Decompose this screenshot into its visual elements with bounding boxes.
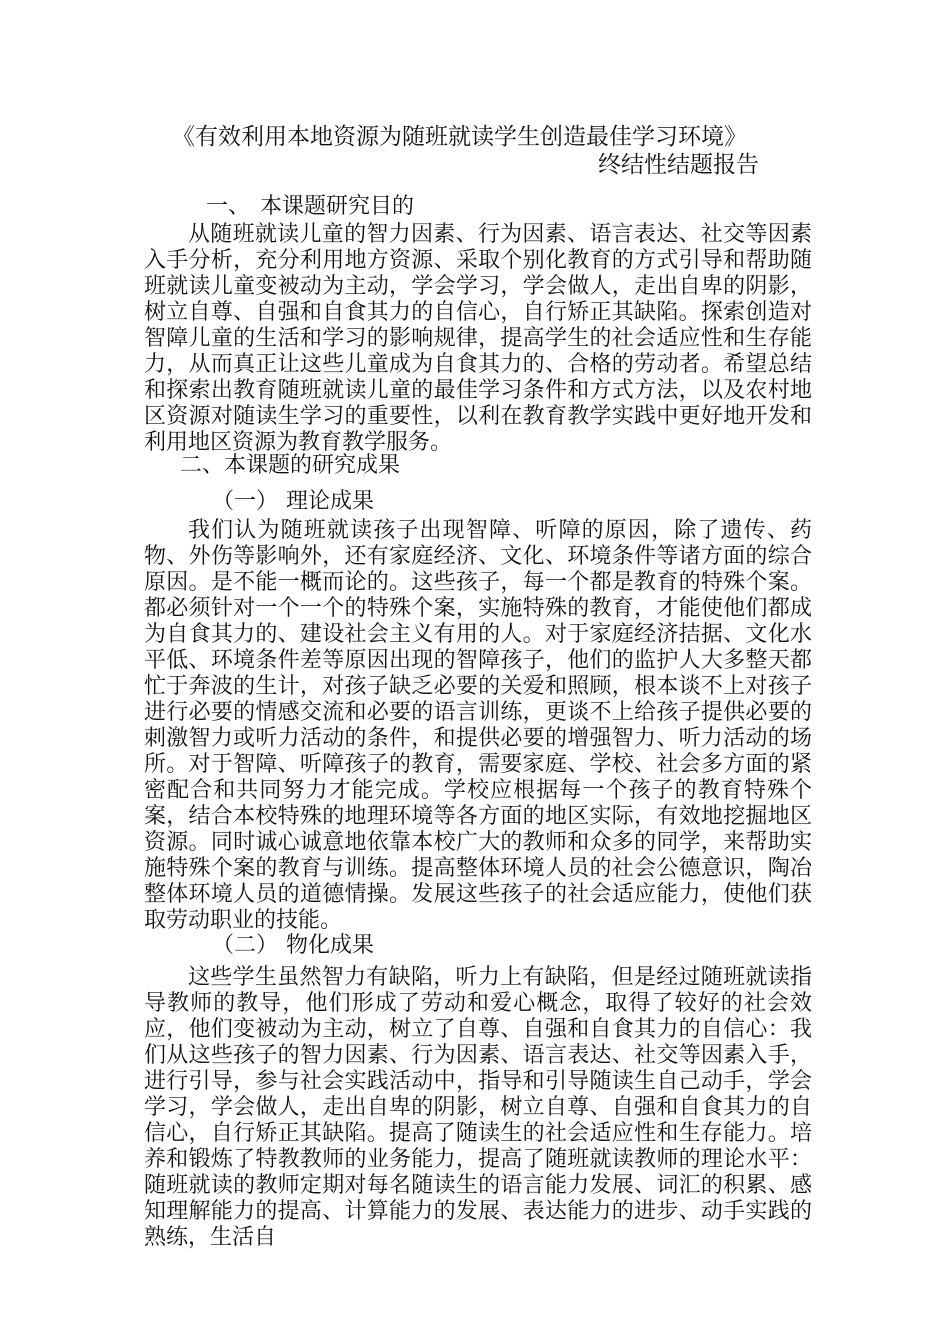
section-2-heading: 二、本课题的研究成果 bbox=[180, 453, 401, 478]
subsection-2-number: （二） bbox=[212, 933, 279, 958]
subsection-2-title: 物化成果 bbox=[286, 933, 375, 958]
subsection-1-number: （一） bbox=[212, 489, 279, 514]
subsection-1-heading bbox=[212, 487, 374, 517]
subsection-2-heading bbox=[212, 931, 374, 961]
section-1-number: 一、 bbox=[206, 194, 251, 219]
subsection-1-paragraph: 我们认为随班就读孩子出现智障、听障的原因，除了遗传、药物、外伤等影响外，还有家庭经济、文化、环境条件等诸方面的综合原因。是不能一概而论的。这些孩子，每一个都是教育的特殊个案。都必须针对一个一个的特殊个案，实施特殊的教育，才能使他们都成为自食其力的、建设社会主义有用的人。对于家庭经济拮据、文化水平低、环境条件差等原因出现的智障孩子，他们的监护人大多整天都忙于奔波的生计，对孩子缺乏必要的关爱和照顾，根本谈不上对孩子进行必要的情感交流和必要的语言训练，更谈不上给孩子提供必要的刺激智力或听力活动的条件，和提供必要的增强智力、听力活动的场所。对于智障、听障孩子的教育，需要家庭、学校、社会多方面的紧密配合和共同努力才能完成。学校应根据每一个孩子的教育特殊个案，结合本校特殊的地理环境等各方面的地区实际，有效地挖掘地区资源。同时诚心诚意地依靠本校广大的教师和众多的同学，来帮助实施特殊个案的教育与训练。提高整体环境人员的社会公德意识，陶冶整体环境人员的道德情操。发展这些孩子的社会适应能力，使他们获取劳动职业的技能。 bbox=[144, 518, 812, 933]
subsection-2-paragraph: 这些学生虽然智力有缺陷，听力上有缺陷，但是经过随班就读指导教师的教导，他们形成了劳动和爱心概念，取得了较好的社会效应，他们变被动为主动，树立了自尊、自强和自食其力的自信心：我们从这些孩子的智力因素、行为因素、语言表达、社交等因素入手，进行引导，参与社会实践活动中，指导和引导随读生自己动手，学会学习，学会做人，走出自卑的阴影，树立自尊、自强和自食其力的自信心，自行矫正其缺陷。提高了随读生的社会适应性和生存能力。培养和锻炼了特教教师的业务能力，提高了随班就读教师的理论水平：随班就读的教师定期对每名随读生的语言能力发展、词汇的积累、感知理解能力的提高、计算能力的发展、表达能力的进步、动手实践的熟练，生活自 bbox=[144, 965, 812, 1250]
subsection-1-title: 理论成果 bbox=[286, 489, 375, 514]
section-1-paragraph: 从随班就读儿童的智力因素、行为因素、语言表达、社交等因素入手分析，充分利用地方资源、采取个别化教育的方式引导和帮助随班就读儿童变被动为主动，学会学习，学会做人，走出自卑的阴影，树立自尊、自强和自食其力的自信心，自行矫正其缺陷。探索创造对智障儿童的生活和学习的影响规律，提高学生的社会适应性和生存能力，从而真正让这些儿童成为自食其力的、合格的劳动者。希望总结和探索出教育随班就读儿童的最佳学习条件和方式方法，以及农村地区资源对随读生学习的重要性，以利在教育教学实践中更好地开发和利用地区资源为教育教学服务。 bbox=[144, 222, 812, 455]
report-subtitle: 终结性结题报告 bbox=[598, 152, 759, 178]
report-title: 《有效利用本地资源为随班就读学生创造最佳学习环境》 bbox=[172, 124, 747, 150]
section-1-heading bbox=[206, 192, 414, 222]
section-1-title: 本课题研究目的 bbox=[260, 194, 415, 219]
